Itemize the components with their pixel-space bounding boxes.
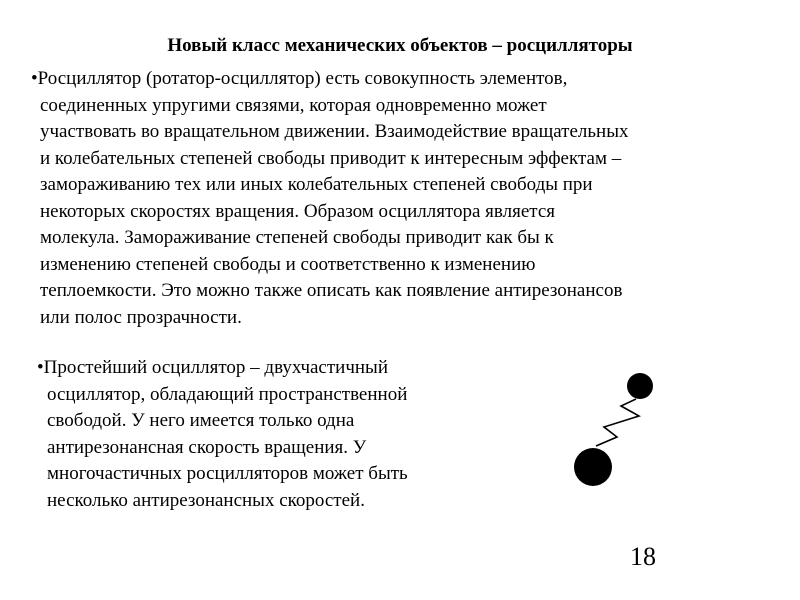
bullet-marker: • xyxy=(31,68,38,89)
bullet-line: несколько антирезонансных скоростей. xyxy=(47,489,365,511)
bullet-simplest-oscillator xyxy=(37,355,408,514)
spring-connector xyxy=(596,399,639,446)
bullet-marker: • xyxy=(37,357,44,378)
small-particle xyxy=(627,373,653,399)
bullet-line: молекула. Замораживание степеней свободы приводит как бы к xyxy=(40,227,554,248)
bullet-line: •Простейший осциллятор – двухчастичный xyxy=(37,357,388,378)
bullet-line: многочастичных росцилляторов может быть xyxy=(47,463,408,484)
slide-title: Новый класс механических объектов – росцилляторы xyxy=(167,35,633,56)
bullet-line: теплоемкости. Это можно также описать как появление антирезонансов xyxy=(40,280,623,301)
bullet-line: и колебательных степеней свободы приводит к интересным эффектам – xyxy=(40,147,622,169)
bullet-line: антирезонансная скорость вращения. У xyxy=(47,436,367,458)
page-number: 18 xyxy=(630,542,656,571)
bullet-line: •Росциллятор (ротатор-осциллятор) есть совокупность элементов, xyxy=(31,68,568,89)
large-particle xyxy=(574,448,612,486)
bullet-line: изменению степеней свободы и соответственно к изменению xyxy=(40,253,536,275)
two-particle-oscillator-figure xyxy=(560,365,670,495)
bullet-line: участвовать во вращательном движении. Взаимодействие вращательных xyxy=(40,121,629,142)
bullet-rotator-definition xyxy=(31,66,628,331)
bullet-line: осциллятор, обладающий пространственной xyxy=(47,383,408,405)
bullet-line: свободой. У него имеется только одна xyxy=(47,410,355,431)
bullet-line: замораживанию тех или иных колебательных степеней свободы при xyxy=(40,174,593,195)
bullet-line: соединенных упругими связями, которая одновременно может xyxy=(40,94,547,116)
bullet-line: некоторых скоростях вращения. Образом осциллятора является xyxy=(40,200,556,222)
bullet-line: или полос прозрачности. xyxy=(40,306,242,328)
